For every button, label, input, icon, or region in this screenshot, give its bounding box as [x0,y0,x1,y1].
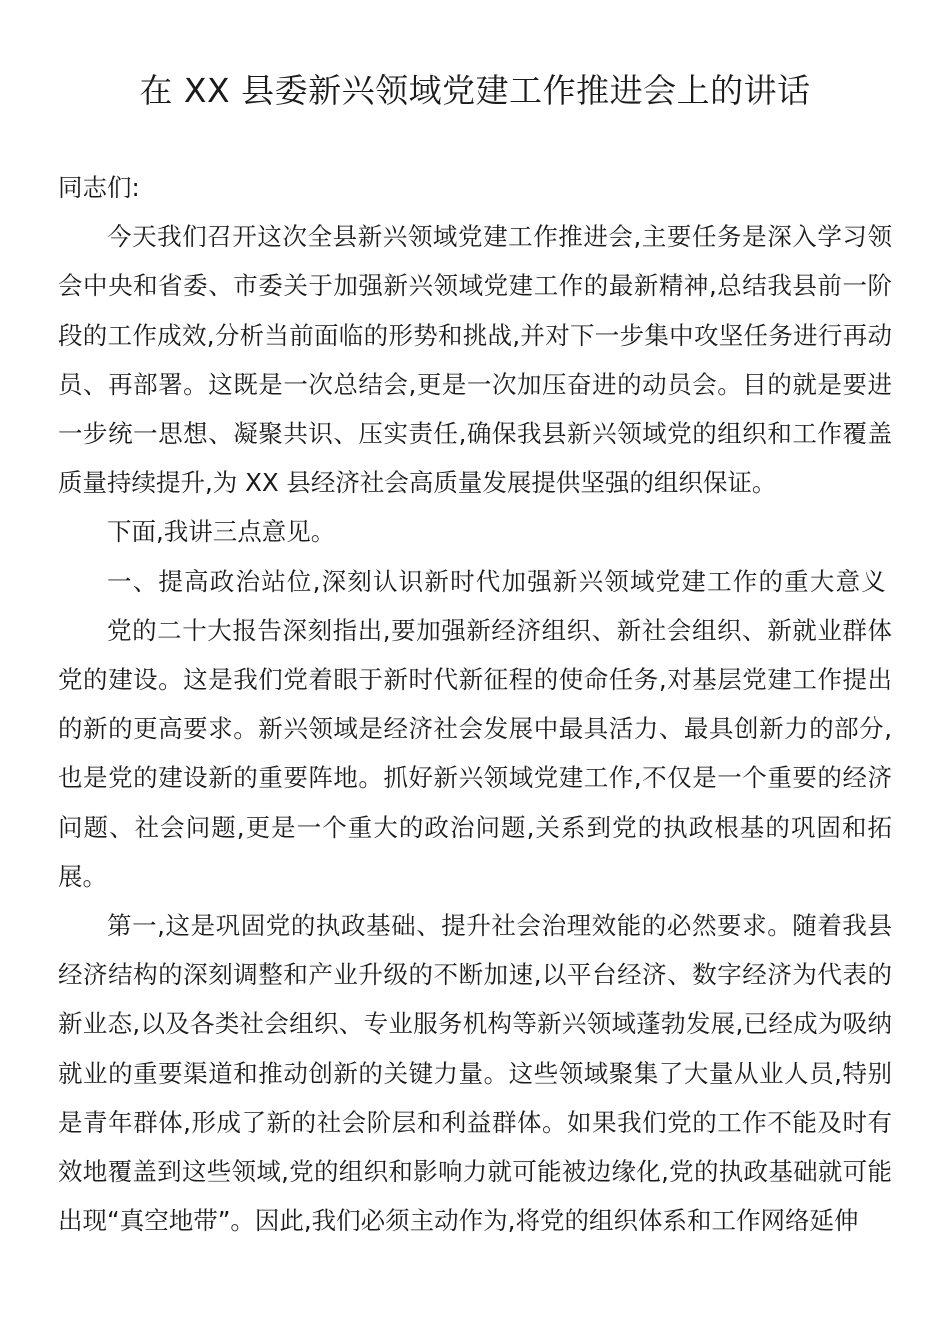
document-title: 在 XX 县委新兴领域党建工作推进会上的讲话 [139,71,811,110]
paragraph-transition: 下面,我讲三点意见。 [107,517,336,547]
section-paragraph-1: 党的二十大报告深刻指出,要加强新经济组织、新社会组织、新就业群体党的建设。这是我们党着眼于新时代新征程的使命任务,对基层党建工作提出的新的更高要求。新兴领域是经济社会发展中最具活力、最具创新力的部分,也是党的建设新的重要阵地。抓好新兴领域党建工作,不仅是一个重要的经济问题、社会问题,更是一个重大的政治问题,关系到党的执政根基的巩固和拓展。 [58,615,892,891]
salutation: 同志们: [58,173,140,202]
document-body [58,163,892,1245]
paragraph-intro: 今天我们召开这次全县新兴领域党建工作推进会,主要任务是深入学习领会中央和省委、市委关于加强新兴领域党建工作的最新精神,总结我县前一阶段的工作成效,分析当前面临的形势和挑战,并对下一步集中攻坚任务进行再动员、再部署。这既是一次总结会,更是一次加压奋进的动员会。目的就是要进一步统一思想、凝聚共识、压实责任,确保我县新兴领域党的组织和工作覆盖质量持续提升,为 XX 县经济社会高质量发展提供坚强的组织保证。 [58,222,892,498]
section-paragraph-2: 第一,这是巩固党的执政基础、提升社会治理效能的必然要求。随着我县经济结构的深刻调整和产业升级的不断加速,以平台经济、数字经济为代表的新业态,以及各类社会组织、专业服务机构等新兴领域蓬勃发展,已经成为吸纳就业的重要渠道和推动创新的关键力量。这些领域聚集了大量从业人员,特别是青年群体,形成了新的社会阶层和利益群体。如果我们党的工作不能及时有效地覆盖到这些领域,党的组织和影响力就可能被边缘化,党的执政基础就可能出现“真空地带”。因此,我们必须主动作为,将党的组织体系和工作网络延伸 [58,911,892,1236]
section-heading: 一、提高政治站位,深刻认识新时代加强新兴领域党建工作的重大意义 [107,566,887,596]
